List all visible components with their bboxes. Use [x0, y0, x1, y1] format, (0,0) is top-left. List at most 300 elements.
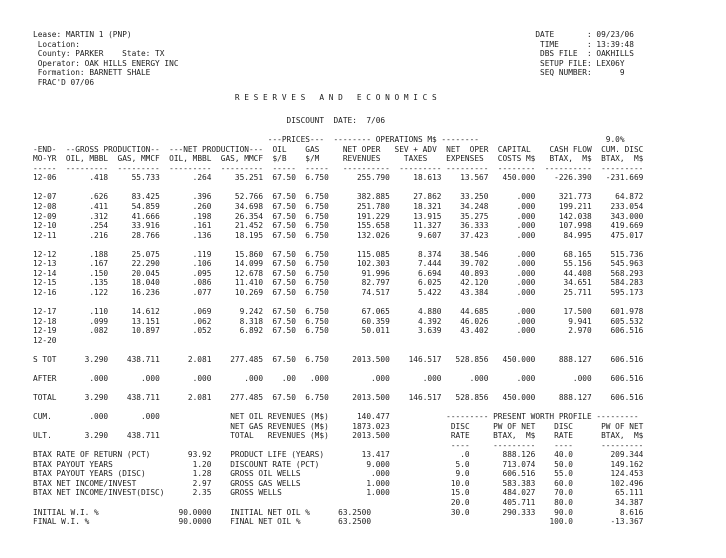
cell-cum-disc-btax: 343.000 — [610, 211, 644, 221]
cell-oil-price: 67.50 — [272, 249, 296, 259]
cell-capital-costs: 450.000 — [502, 354, 536, 364]
column-rule: --------- — [446, 163, 489, 173]
cell-gross-gas-mmcf: 28.766 — [131, 230, 160, 240]
pwp-pw-value: 209.344 — [610, 450, 644, 460]
cell-gross-oil-mbbl: .110 — [89, 307, 109, 316]
cum-oil-value: .000 — [89, 412, 109, 421]
cell-sev-adv-taxes: 9.607 — [417, 230, 442, 240]
cell-net-oper-expenses: 34.248 — [460, 201, 489, 211]
pwp-disc-rate: 55.0 — [554, 469, 573, 479]
column-header: NET OPER — [446, 144, 489, 154]
cell-oil-price: 67.50 — [272, 307, 296, 316]
cell-mo-yr: AFTER — [33, 373, 57, 383]
stat-value: 90.0000 — [178, 517, 212, 526]
cell-cum-disc-btax: 568.293 — [610, 268, 644, 278]
cell-sev-adv-taxes: 18.613 — [413, 173, 442, 183]
column-rule: ---------- — [342, 163, 390, 173]
pwp-column-header: PW OF NET — [601, 421, 644, 431]
cell-gross-oil-mbbl: .418 — [89, 173, 109, 183]
cell-net-oper-expenses: 46.026 — [460, 316, 489, 326]
operations-group-header: -------- OPERATIONS M$ -------- — [333, 135, 479, 145]
meta-label: SEQ NUMBER — [540, 68, 587, 78]
cell-oil-price: 67.50 — [272, 173, 296, 183]
cell-gas-price: .000 — [310, 373, 329, 383]
column-header: NET OPER — [342, 144, 381, 154]
cell-cash-flow-btax: 142.038 — [558, 211, 592, 221]
revenue-label: NET GAS REVENUES (M$) — [230, 421, 329, 431]
cell-capital-costs: .000 — [516, 268, 536, 278]
cell-sev-adv-taxes: 4.880 — [417, 307, 442, 316]
cell-net-oper-expenses: 528.856 — [455, 392, 489, 402]
column-header: MO-YR — [33, 154, 57, 164]
cell-net-gas-mmcf: 26.354 — [234, 211, 264, 221]
cell-oil-price: 67.50 — [272, 326, 296, 336]
cell-net-oper-revenues: 251.780 — [356, 201, 390, 211]
cell-net-gas-mmcf: 35.251 — [234, 173, 264, 183]
cell-net-gas-mmcf: 15.860 — [234, 249, 264, 259]
pwp-pw-value: 34.387 — [615, 498, 644, 507]
stat-value: 13.417 — [361, 450, 390, 460]
pwp-disc-rate: 10.0 — [450, 478, 470, 488]
cell-oil-price: 67.50 — [272, 221, 296, 230]
cell-cum-disc-btax: 545.963 — [610, 259, 644, 269]
revenue-value: 2013.500 — [352, 431, 390, 441]
lease-info-line: Operator: OAK HILLS ENERGY INC — [37, 58, 179, 68]
cell-oil-price: 67.50 — [272, 316, 296, 326]
lease-info-line: FRAC'D 07/06 — [37, 77, 95, 87]
cell-net-oper-expenses: 13.567 — [460, 173, 489, 183]
discount-rate-header: 9.0% — [605, 135, 625, 145]
column-header: BTAX, M$ — [601, 154, 644, 164]
cell-cum-disc-btax: 606.516 — [610, 392, 644, 402]
meta-label: TIME — [540, 39, 559, 49]
meta-value: 13:39:48 — [596, 39, 634, 49]
colon-separator: : — [587, 30, 592, 39]
pwp-pw-value: 484.027 — [502, 488, 536, 498]
colon-separator: : — [587, 49, 592, 59]
cell-sev-adv-taxes: 11.327 — [413, 221, 442, 230]
cell-net-oil-mbbl: .198 — [192, 211, 212, 221]
stat-value: 2.97 — [192, 478, 212, 488]
cell-sev-adv-taxes: 146.517 — [408, 354, 442, 364]
cell-net-gas-mmcf: 10.269 — [234, 287, 264, 297]
cell-gas-price: 6.750 — [305, 201, 329, 211]
cell-net-gas-mmcf: 12.678 — [234, 268, 264, 278]
cell-net-oil-mbbl: 2.081 — [187, 354, 212, 364]
cell-capital-costs: 450.000 — [502, 392, 536, 402]
cell-net-oil-mbbl: .095 — [192, 268, 212, 278]
cell-gross-gas-mmcf: 14.612 — [131, 307, 160, 316]
pwp-disc-rate: 20.0 — [450, 498, 470, 507]
cell-gross-gas-mmcf: 83.425 — [131, 192, 160, 202]
cell-mo-yr: 12-12 — [33, 249, 57, 259]
cell-cash-flow-btax: 55.156 — [563, 259, 592, 269]
cell-net-oper-expenses: 36.333 — [460, 221, 489, 230]
cell-oil-price: 67.50 — [272, 392, 296, 402]
cell-capital-costs: .000 — [516, 316, 536, 326]
cell-gas-price: 6.750 — [305, 259, 329, 269]
column-header: CASH FLOW — [549, 144, 592, 154]
cell-gross-oil-mbbl: .626 — [89, 192, 109, 202]
meta-label: DBS FILE — [540, 49, 578, 59]
discount-date: DISCOUNT DATE: 7/06 — [286, 116, 386, 125]
column-header: EXPENSES — [446, 154, 484, 164]
cell-net-oper-expenses: 528.856 — [455, 354, 489, 364]
ult-gas-value: 438.711 — [126, 431, 160, 441]
cell-net-oper-revenues: 382.885 — [356, 192, 390, 202]
cell-net-oper-revenues: 91.996 — [361, 268, 390, 278]
cell-oil-price: 67.50 — [272, 201, 296, 211]
stat-label: BTAX PAYOUT YEARS — [33, 459, 113, 469]
stat-value: 1.28 — [192, 469, 212, 479]
cell-gross-gas-mmcf: 438.711 — [126, 354, 160, 364]
cell-mo-yr: TOTAL — [33, 392, 57, 402]
cell-mo-yr: 12-07 — [33, 192, 57, 202]
cell-gross-oil-mbbl: .082 — [89, 326, 109, 336]
column-header: CAPITAL — [497, 144, 531, 154]
cell-net-oper-revenues: 74.517 — [361, 287, 390, 297]
cell-gross-gas-mmcf: 10.897 — [131, 326, 160, 336]
cell-net-oper-revenues: 155.658 — [356, 221, 390, 230]
cell-net-gas-mmcf: .000 — [244, 373, 264, 383]
cell-net-oper-revenues: 102.303 — [356, 259, 390, 269]
column-rule: ----- — [272, 163, 296, 173]
cell-net-oper-expenses: .000 — [469, 373, 489, 383]
stat-label: INITIAL W.I. % — [33, 507, 99, 517]
cell-net-gas-mmcf: 8.318 — [239, 316, 264, 326]
cell-gross-gas-mmcf: 13.151 — [131, 316, 160, 326]
cell-cum-disc-btax: 605.532 — [610, 316, 644, 326]
cell-net-oil-mbbl: .136 — [192, 230, 212, 240]
cell-net-oper-expenses: 43.384 — [460, 287, 489, 297]
cell-capital-costs: .000 — [516, 287, 536, 297]
cell-oil-price: 67.50 — [272, 268, 296, 278]
cell-gas-price: 6.750 — [305, 287, 329, 297]
cell-capital-costs: .000 — [516, 249, 536, 259]
column-header: --GROSS PRODUCTION-- — [65, 144, 160, 154]
cell-net-oper-expenses: 37.423 — [460, 230, 489, 240]
cell-net-oil-mbbl: .062 — [192, 316, 212, 326]
cell-net-oper-revenues: 255.790 — [356, 173, 390, 183]
cell-cum-disc-btax: 515.736 — [610, 249, 644, 259]
column-header: GAS, MMCF — [220, 154, 264, 164]
meta-label: SETUP FILE — [540, 58, 587, 68]
cell-cum-disc-btax: 233.054 — [610, 201, 644, 211]
pwp-disc-rate: 80.0 — [554, 498, 573, 507]
cell-oil-price: 67.50 — [272, 354, 296, 364]
cell-cash-flow-btax: 888.127 — [558, 354, 592, 364]
cell-net-gas-mmcf: 18.195 — [234, 230, 264, 240]
column-rule: --------- — [117, 163, 160, 173]
cell-net-oper-revenues: 60.359 — [361, 316, 390, 326]
cell-gross-oil-mbbl: .254 — [89, 221, 109, 230]
cell-mo-yr: 12-08 — [33, 201, 57, 211]
cell-net-oil-mbbl: .052 — [192, 326, 212, 336]
cell-oil-price: 67.50 — [272, 287, 296, 297]
cell-net-oper-revenues: 115.085 — [356, 249, 390, 259]
cell-net-oper-expenses: 40.893 — [460, 268, 489, 278]
cell-net-oper-revenues: 82.797 — [361, 278, 390, 288]
cell-net-oper-revenues: 191.229 — [356, 211, 390, 221]
cell-cash-flow-btax: -226.390 — [554, 173, 592, 183]
revenue-value: 140.477 — [356, 412, 390, 421]
cell-cum-disc-btax: -231.669 — [605, 173, 644, 183]
cell-sev-adv-taxes: 13.915 — [413, 211, 442, 221]
cell-cash-flow-btax: .000 — [572, 373, 592, 383]
column-rule: ----- — [305, 163, 329, 173]
stat-label: GROSS WELLS — [230, 488, 282, 498]
stat-value: 93.92 — [187, 450, 212, 460]
cell-net-oper-expenses: 42.120 — [460, 278, 489, 288]
cell-cum-disc-btax: 601.978 — [610, 307, 644, 316]
cell-net-gas-mmcf: 11.410 — [234, 278, 264, 288]
cell-sev-adv-taxes: 5.422 — [417, 287, 442, 297]
cum-label: CUM. — [33, 412, 52, 421]
cell-cum-disc-btax: 584.283 — [610, 278, 644, 288]
cell-gas-price: 6.750 — [305, 221, 329, 230]
cell-gross-gas-mmcf: 16.236 — [131, 287, 160, 297]
cell-cash-flow-btax: 107.998 — [558, 221, 592, 230]
pwp-column-header: RATE — [450, 431, 470, 441]
stat-label: PRODUCT LIFE (YEARS) — [230, 450, 325, 460]
pwp-disc-rate: 15.0 — [450, 488, 470, 498]
cell-capital-costs: 450.000 — [502, 173, 536, 183]
cell-net-oil-mbbl: .161 — [192, 221, 212, 230]
meta-value: LEX06Y — [596, 58, 625, 68]
pwp-pw-value: -13.367 — [610, 517, 644, 526]
cell-oil-price: 67.50 — [272, 211, 296, 221]
cell-gross-oil-mbbl: .000 — [89, 373, 109, 383]
cell-gross-oil-mbbl: .167 — [89, 259, 109, 269]
cell-gas-price: 6.750 — [305, 173, 329, 183]
revenue-label: TOTAL REVENUES (M$) — [230, 431, 329, 441]
cell-net-oil-mbbl: .069 — [192, 307, 212, 316]
cell-gross-gas-mmcf: 22.290 — [131, 259, 160, 269]
cell-net-oil-mbbl: 2.081 — [187, 392, 212, 402]
cell-gross-oil-mbbl: .411 — [89, 201, 109, 211]
cell-cum-disc-btax: 606.516 — [610, 354, 644, 364]
cell-oil-price: 67.50 — [272, 230, 296, 240]
meta-value: 9 — [619, 68, 625, 78]
cell-gross-oil-mbbl: .135 — [89, 278, 109, 288]
cell-cash-flow-btax: 888.127 — [558, 392, 592, 402]
cell-net-oper-expenses: 39.702 — [460, 259, 489, 269]
cell-gross-oil-mbbl: 3.290 — [84, 354, 109, 364]
column-header: BTAX, M$ — [549, 154, 592, 164]
cell-capital-costs: .000 — [516, 230, 536, 240]
cell-net-oper-revenues: 2013.500 — [352, 354, 390, 364]
column-rule: ---------- — [544, 163, 592, 173]
cell-net-gas-mmcf: 14.099 — [234, 259, 264, 269]
column-header: -END- — [33, 144, 57, 154]
cell-cash-flow-btax: 321.773 — [558, 192, 592, 202]
pwp-pw-value: 149.162 — [610, 459, 644, 469]
cell-capital-costs: .000 — [516, 307, 536, 316]
column-header: CUM. DISC — [601, 144, 644, 154]
cell-net-oper-revenues: 2013.500 — [352, 392, 390, 402]
pwp-disc-rate: 70.0 — [554, 488, 573, 498]
column-header: $/B — [272, 154, 287, 164]
column-header: OIL — [272, 144, 287, 154]
cell-net-gas-mmcf: 277.485 — [230, 392, 264, 402]
pwp-pw-value: 583.383 — [502, 478, 536, 488]
cell-cum-disc-btax: 595.173 — [610, 287, 644, 297]
cell-sev-adv-taxes: .000 — [422, 373, 442, 383]
stat-value: 9.000 — [366, 459, 390, 469]
cell-gas-price: 6.750 — [305, 249, 329, 259]
cell-net-oil-mbbl: .260 — [192, 201, 212, 211]
revenue-label: NET OIL REVENUES (M$) — [230, 412, 329, 421]
cell-capital-costs: .000 — [516, 259, 536, 269]
column-header: COSTS M$ — [497, 154, 536, 164]
cell-net-oil-mbbl: .077 — [192, 287, 212, 297]
ult-label: ULT. — [33, 431, 52, 441]
cell-capital-costs: .000 — [516, 221, 536, 230]
pwp-disc-rate: 9.0 — [455, 469, 470, 479]
pwp-pw-value: 888.126 — [502, 450, 536, 460]
cell-gas-price: 6.750 — [305, 192, 329, 202]
cell-oil-price: .00 — [281, 373, 296, 383]
stat-label: GROSS OIL WELLS — [230, 469, 301, 479]
stat-label: FINAL NET OIL % — [230, 517, 301, 526]
stat-label: GROSS GAS WELLS — [230, 478, 301, 488]
cell-capital-costs: .000 — [516, 192, 536, 202]
stat-value: 1.000 — [366, 488, 390, 498]
stat-value: 90.0000 — [178, 507, 212, 517]
cell-net-oil-mbbl: .396 — [192, 192, 212, 202]
column-header: GAS — [305, 144, 320, 154]
pwp-column-header: DISC — [554, 421, 573, 431]
cell-gross-gas-mmcf: 25.075 — [131, 249, 160, 259]
cell-net-oper-expenses: 38.546 — [460, 249, 489, 259]
prices-group-header: ---PRICES--- — [267, 135, 325, 145]
pwp-disc-rate: 60.0 — [554, 478, 573, 488]
cell-gross-oil-mbbl: .099 — [89, 316, 109, 326]
column-header: GAS, MMCF — [117, 154, 160, 164]
ult-oil-value: 3.290 — [84, 431, 109, 441]
stat-value: 63.2500 — [338, 507, 372, 517]
cell-gross-gas-mmcf: .000 — [140, 373, 160, 383]
cell-capital-costs: .000 — [516, 201, 536, 211]
pwp-column-rule: --------- — [601, 440, 644, 450]
lease-info-line: Formation: BARNETT SHALE — [37, 68, 151, 78]
cell-oil-price: 67.50 — [272, 192, 296, 202]
pwp-column-rule: ---- — [554, 440, 573, 450]
cell-net-oil-mbbl: .106 — [192, 259, 212, 269]
cell-gross-oil-mbbl: 3.290 — [84, 392, 109, 402]
cell-cum-disc-btax: 606.516 — [610, 326, 644, 336]
cell-net-oil-mbbl: .264 — [192, 173, 212, 183]
stat-value: .000 — [371, 469, 390, 479]
pwp-column-header: BTAX, M$ — [601, 431, 644, 441]
column-header: SEV + ADV — [394, 144, 437, 154]
column-header: OIL, MBBL — [65, 154, 109, 164]
cell-gas-price: 6.750 — [305, 354, 329, 364]
stat-label: INITIAL NET OIL % — [230, 507, 310, 517]
pwp-column-header: DISC — [450, 421, 470, 431]
cell-cash-flow-btax: 84.995 — [563, 230, 592, 240]
pwp-disc-rate: 30.0 — [450, 507, 470, 517]
stat-value: 1.000 — [366, 478, 390, 488]
cell-sev-adv-taxes: 18.321 — [413, 201, 442, 211]
cell-gross-gas-mmcf: 18.040 — [131, 278, 160, 288]
revenue-value: 1873.023 — [352, 421, 390, 431]
cell-gross-gas-mmcf: 33.916 — [131, 221, 160, 230]
cell-mo-yr: 12-09 — [33, 211, 57, 221]
column-rule: -------- — [497, 163, 536, 173]
cell-mo-yr: 12-06 — [33, 173, 57, 183]
meta-value: OAKHILLS — [596, 49, 634, 59]
pwp-pw-value: 405.711 — [502, 498, 536, 507]
cell-net-oper-revenues: 132.026 — [356, 230, 390, 240]
cell-net-oper-expenses: 44.685 — [460, 307, 489, 316]
column-rule: --------- — [399, 163, 442, 173]
cell-oil-price: 67.50 — [272, 278, 296, 288]
cell-net-gas-mmcf: 9.242 — [239, 307, 264, 316]
cell-gas-price: 6.750 — [305, 268, 329, 278]
column-header: ---NET PRODUCTION--- — [169, 144, 264, 154]
column-rule: --------- — [601, 163, 644, 173]
column-rule: --------- — [169, 163, 212, 173]
cell-sev-adv-taxes: 146.517 — [408, 392, 442, 402]
pwp-column-rule: ---- — [450, 440, 470, 450]
column-rule: --------- — [220, 163, 264, 173]
cell-gross-gas-mmcf: 55.733 — [131, 173, 160, 183]
cell-cum-disc-btax: 606.516 — [610, 373, 644, 383]
cell-cash-flow-btax: 2.970 — [568, 326, 592, 336]
cell-sev-adv-taxes: 6.694 — [417, 268, 442, 278]
cell-mo-yr: 12-11 — [33, 230, 57, 240]
cell-sev-adv-taxes: 7.444 — [417, 259, 442, 269]
cell-capital-costs: .000 — [516, 373, 536, 383]
cell-mo-yr: 12-15 — [33, 278, 57, 288]
column-header: $/M — [305, 154, 320, 164]
cell-mo-yr: S TOT — [33, 354, 57, 364]
pwp-title: --------- PRESENT WORTH PROFILE --------- — [446, 412, 639, 421]
cell-net-oper-expenses: 35.275 — [460, 211, 489, 221]
column-rule: --------- — [65, 163, 109, 173]
cell-net-gas-mmcf: 6.892 — [239, 326, 264, 336]
cell-gross-gas-mmcf: 41.666 — [131, 211, 160, 221]
cell-net-oil-mbbl: .000 — [192, 373, 212, 383]
column-header: OIL, MBBL — [169, 154, 212, 164]
cell-sev-adv-taxes: 27.862 — [413, 192, 442, 202]
cell-mo-yr: 12-10 — [33, 221, 57, 230]
cell-net-oper-expenses: 43.402 — [460, 326, 489, 336]
stat-label: DISCOUNT RATE (PCT) — [230, 459, 320, 469]
cell-gas-price: 6.750 — [305, 211, 329, 221]
cell-oil-price: 67.50 — [272, 259, 296, 269]
cell-cash-flow-btax: 25.711 — [563, 287, 592, 297]
stat-value: 63.2500 — [338, 517, 372, 526]
column-rule: ----- — [33, 163, 57, 173]
stat-value: 1.20 — [192, 459, 212, 469]
cell-net-oper-expenses: 33.250 — [460, 192, 489, 202]
cell-net-oil-mbbl: .086 — [192, 278, 212, 288]
cell-mo-yr: 12-17 — [33, 307, 57, 316]
cell-sev-adv-taxes: 8.374 — [417, 249, 442, 259]
stat-label: BTAX PAYOUT YEARS (DISC) — [33, 469, 146, 479]
cell-cash-flow-btax: 9.941 — [568, 316, 592, 326]
cell-mo-yr: 12-19 — [33, 326, 57, 336]
column-header: REVENUES — [342, 154, 381, 164]
cell-cum-disc-btax: 475.017 — [610, 230, 644, 240]
cell-capital-costs: .000 — [516, 278, 536, 288]
pwp-pw-value: 713.074 — [502, 459, 536, 469]
cell-cum-disc-btax: 419.669 — [610, 221, 644, 230]
colon-separator: : — [587, 39, 592, 49]
cell-net-gas-mmcf: 21.452 — [234, 221, 264, 230]
